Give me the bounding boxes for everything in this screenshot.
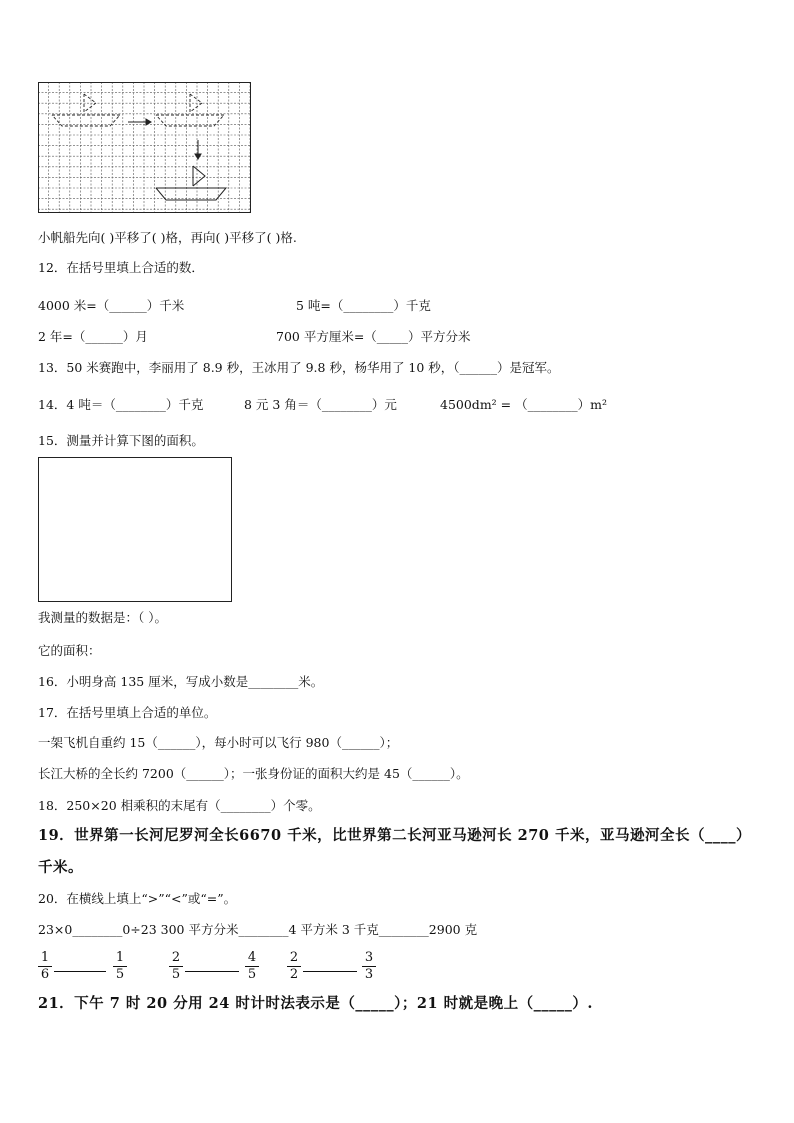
q17-title: 17．在括号里填上合适的单位。 [38,705,217,720]
q15-measure: 我测量的数据是：（ ）。 [38,610,167,625]
boat-translated-right [156,94,224,126]
q20-row: 23×0________0÷23 300 平方分米________4 平方米 3 千克________2900 克 [38,922,478,937]
q16-text: 16．小明身高 135 厘米，写成小数是________米。 [38,674,324,689]
fraction: 2 5 [169,951,183,982]
fraction: 4 5 [245,951,259,982]
q12-item-b: 5 吨=（________）千克 [296,298,431,313]
q11-caption: 小帆船先向( )平移了( )格，再向( )平移了( )格. [38,230,297,245]
answer-blank[interactable] [303,971,357,972]
q12-title: 12．在括号里填上合适的数． [38,260,204,275]
answer-blank[interactable] [185,971,239,972]
q12-item-d: 700 平方厘米=（_____）平方分米 [276,329,471,344]
q15-area: 它的面积： [38,643,101,658]
q19-line1: 19．世界第一长河尼罗河全长6670 千米，比世界第二长河亚马逊河长 270 千米，亚马逊河全长（____） [38,827,751,844]
fraction: 2 2 [287,951,301,982]
boat-original [52,94,120,126]
q14-item-c: 4500dm² = （________）m² [440,397,607,412]
q21-text: 21．下午 7 时 20 分用 24 时计时法表示是（_____）；21 时就是晚上（_____）. [38,995,593,1012]
answer-blank[interactable] [54,971,106,972]
measure-rectangle [38,457,232,602]
boat-translation-grid [38,82,252,214]
arrow-right-icon [128,119,151,125]
q17-item-a: 一架飞机自重约 15（______），每小时可以飞行 980（______）； [38,735,399,750]
q19-line2: 千米。 [38,859,83,876]
q13-text: 13．50 米赛跑中，李丽用了 8.9 秒，王冰用了 9.8 秒，杨华用了 10 秒，（______）是冠军。 [38,360,560,375]
q14-item-a: 14．4 吨＝（________）千克 [38,397,204,412]
q12-item-a: 4000 米=（______）千米 [38,298,185,313]
boat-final [156,166,226,200]
q18-text: 18．250×20 相乘积的末尾有（________）个零。 [38,798,321,813]
fraction: 1 6 [38,951,52,982]
q12-item-c: 2 年=（______）月 [38,329,148,344]
fraction: 3 3 [362,951,376,982]
fraction: 1 5 [113,951,127,982]
q20-title: 20．在横线上填上“>”“<”或“=”。 [38,891,237,906]
arrow-down-icon [195,140,201,159]
q15-title: 15．测量并计算下图的面积。 [38,433,204,448]
q17-item-b: 长江大桥的全长约 7200（______）；一张身份证的面积大约是 45（______）。 [38,766,469,781]
q14-item-b: 8 元 3 角＝（________）元 [244,397,397,412]
